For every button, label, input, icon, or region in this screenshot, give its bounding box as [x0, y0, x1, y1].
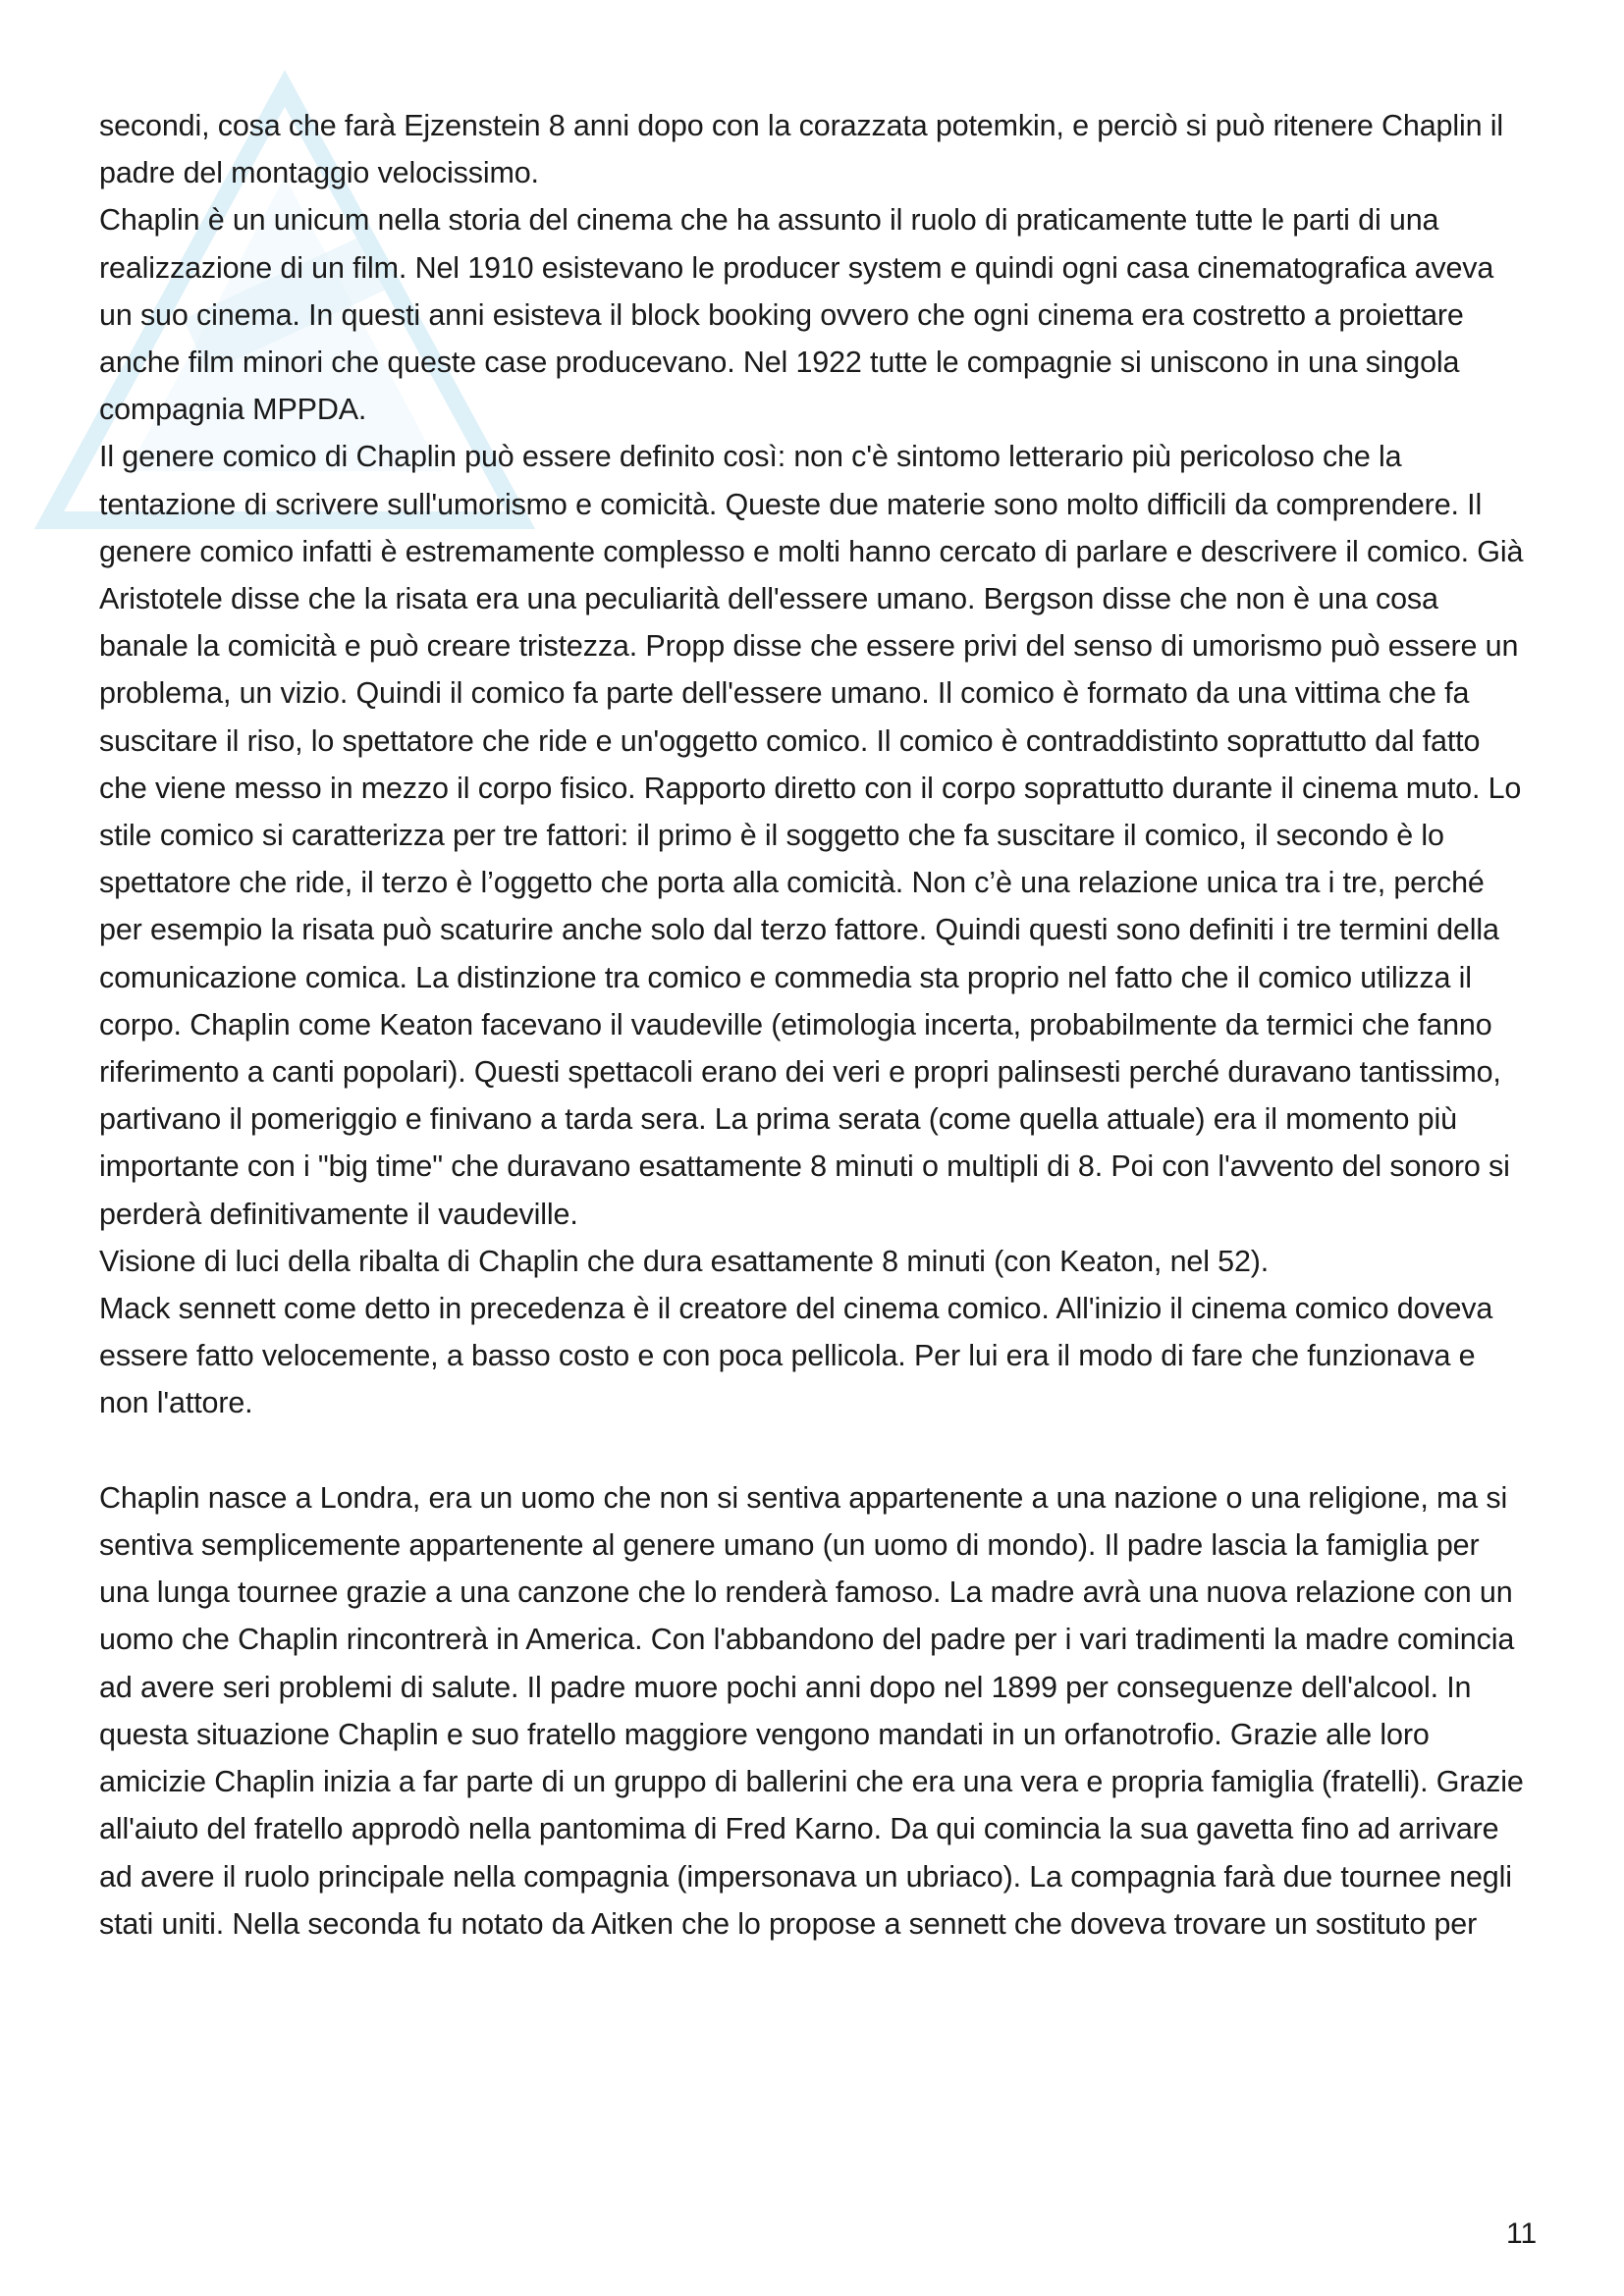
paragraph-gap — [99, 1427, 1533, 1474]
page-number: 11 — [1506, 2217, 1538, 2250]
paragraph-2: Chaplin è un unicum nella storia del cinema che ha assunto il ruolo di praticamente tutte le parti di una realizzazione di un film. Nel 1910 esistevano le producer system e quindi ogni casa cinematografica aveva un suo cinema. In questi anni esisteva il block booking ovvero che ogni cinema era costretto a proiettare anche film minori che queste case producevano. Nel 1922 tutte le compagnie si uniscono in una singola compagnia MPPDA. — [99, 203, 1494, 427]
paragraph-1: secondi, cosa che farà Ejzenstein 8 anni dopo con la corazzata potemkin, e perciò si può ritenere Chaplin il padre del montaggio velocissimo. — [99, 109, 1504, 190]
paragraph-3: Il genere comico di Chaplin può essere definito così: non c'è sintomo letterario più pericoloso che la tentazione di scrivere sull'umorismo e comicità. Queste due materie sono molto difficili da comprendere. Il genere comico infatti è estremamente complesso e molti hanno cercato di parlare e descrivere il comico. Già Aristotele disse che la risata era una peculiarità dell'essere umano. Bergson disse che non è una cosa banale la comicità e può creare tristezza. Propp disse che essere privi del senso di umorismo può essere un problema, un vizio. Quindi il comico fa parte dell'essere umano. Il comico è formato da una vittima che fa suscitare il riso, lo spettatore che ride e un'oggetto comico. Il comico è contraddistinto soprattutto dal fatto che viene messo in mezzo il corpo fisico. Rapporto diretto con il corpo soprattutto durante il cinema muto. Lo stile comico si caratterizza per tre fattori: il primo è il soggetto che fa suscitare il comico, il secondo è lo spettatore che ride, il terzo è l’oggetto che porta alla comicità. Non c’è una relazione unica tra i tre, perché per esempio la risata può scaturire anche solo dal terzo fattore. Quindi questi sono definiti i tre termini della comunicazione comica. La distinzione tra comico e commedia sta proprio nel fatto che il comico utilizza il corpo. Chaplin come Keaton facevano il vaudeville (etimologia incerta, probabilmente da termici che fanno riferimento a canti popolari). Questi spettacoli erano dei veri e propri palinsesti perché duravano tantissimo, partivano il pomeriggio e finivano a tarda sera. La prima serata (come quella attuale) era il momento più importante con i "big time" che duravano esattamente 8 minuti o multipli di 8. Poi con l'avvento del sonoro si perderà definitivamente il vaudeville. — [99, 440, 1524, 1231]
paragraph-5: Mack sennett come detto in precedenza è il creatore del cinema comico. All'inizio il cinema comico doveva essere fatto velocemente, a basso costo e con poca pellicola. Per lui era il modo di fare che funzionava e non l'attore. — [99, 1292, 1493, 1420]
paragraph-4: Visione di luci della ribalta di Chaplin che dura esattamente 8 minuti (con Keaton, nel 52). — [99, 1244, 1270, 1278]
body-text — [99, 102, 1533, 1948]
paragraph-6: Chaplin nasce a Londra, era un uomo che non si sentiva appartenente a una nazione o una religione, ma si sentiva semplicemente appartenente al genere umano (un uomo di mondo). Il padre lascia la famiglia per una lunga tournee grazie a una canzone che lo renderà famoso. La madre avrà una nuova relazione con un uomo che Chaplin rincontrerà in America. Con l'abbandono del padre per i vari tradimenti la madre comincia ad avere seri problemi di salute. Il padre muore pochi anni dopo nel 1899 per conseguenze dell'alcool. In questa situazione Chaplin e suo fratello maggiore vengono mandati in un orfanotrofio. Grazie alle loro amicizie Chaplin inizia a far parte di un gruppo di ballerini che era una vera e propria famiglia (fratelli). Grazie all'aiuto del fratello approdò nella pantomima di Fred Karno. Da qui comincia la sua gavetta fino ad arrivare ad avere il ruolo principale nella compagnia (impersonava un ubriaco). La compagnia farà due tournee negli stati uniti. Nella seconda fu notato da Aitken che lo propose a sennett che doveva trovare un sostituto per — [99, 1480, 1524, 1941]
